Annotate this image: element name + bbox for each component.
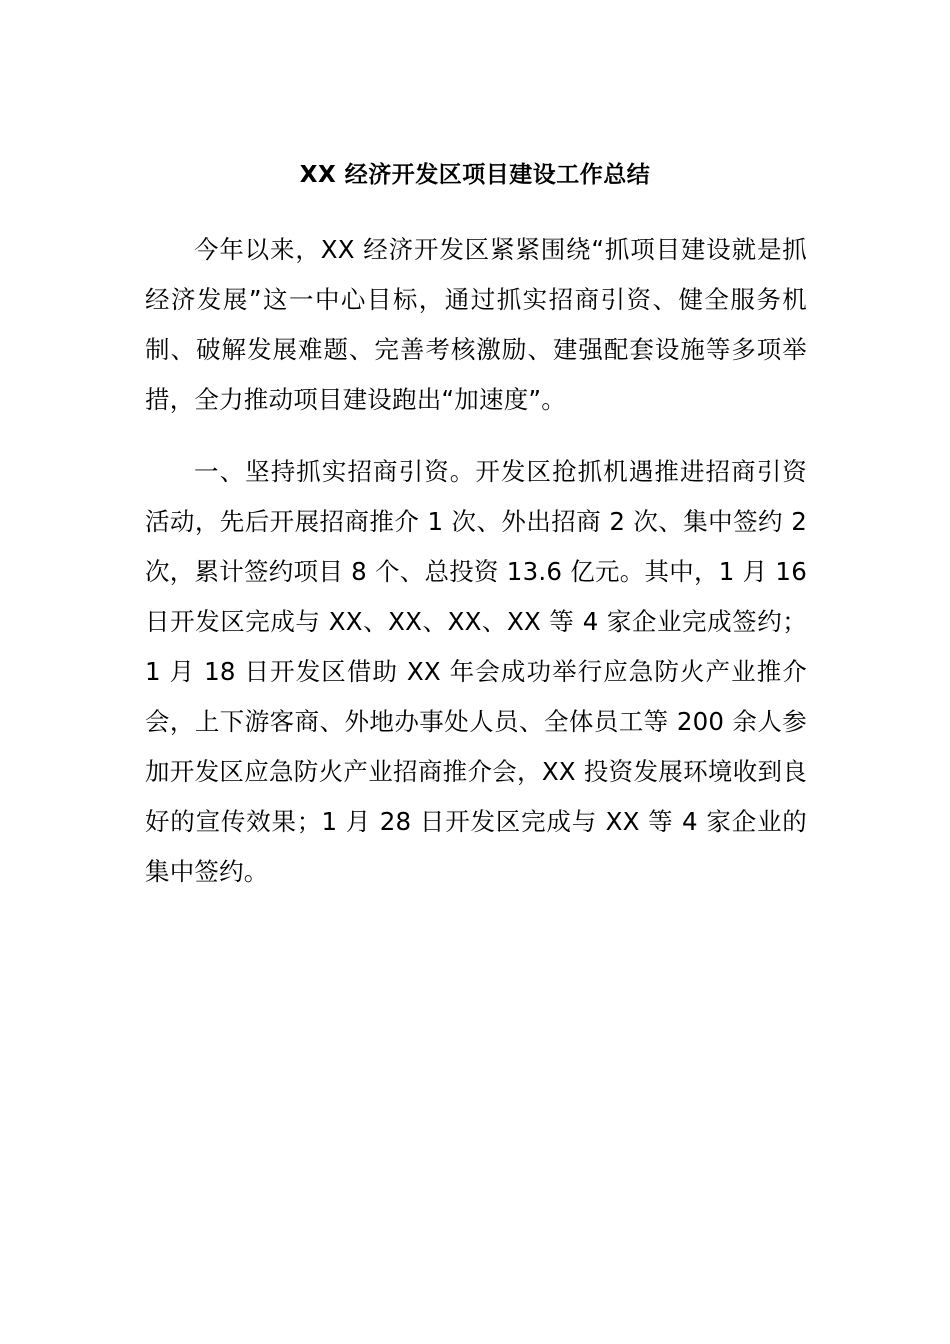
paragraph-intro: 今年以来，XX 经济开发区紧紧围绕“抓项目建设就是抓经济发展”这一中心目标，通过抓实招商引资、健全服务机制、破解发展难题、完善考核激励、建强配套设施等多项举措，全力推动项目建设跑出“加速度”。 xyxy=(145,235,807,414)
paragraph-investment: 一、坚持抓实招商引资。开发区抢抓机遇推进招商引资活动，先后开展招商推介 1 次、外出招商 2 次、集中签约 2 次，累计签约项目 8 个、总投资 13.6 亿元。其中，1 月 16 日开发区完成与 XX、XX、XX、XX 等 4 家企业完成签约；1 月 18 日开发区借助 XX 年会成功举行应急防火产业推介会，上下游客商、外地办事处人员、全体员工等 200 余人参加开发区应急防火产业招商推介会，XX 投资发展环境收到良好的宣传效果；1 月 28 日开发区完成与 XX 等 4 家企业的集中签约。 xyxy=(145,457,807,886)
document-title: XX 经济开发区项目建设工作总结 xyxy=(299,162,651,188)
